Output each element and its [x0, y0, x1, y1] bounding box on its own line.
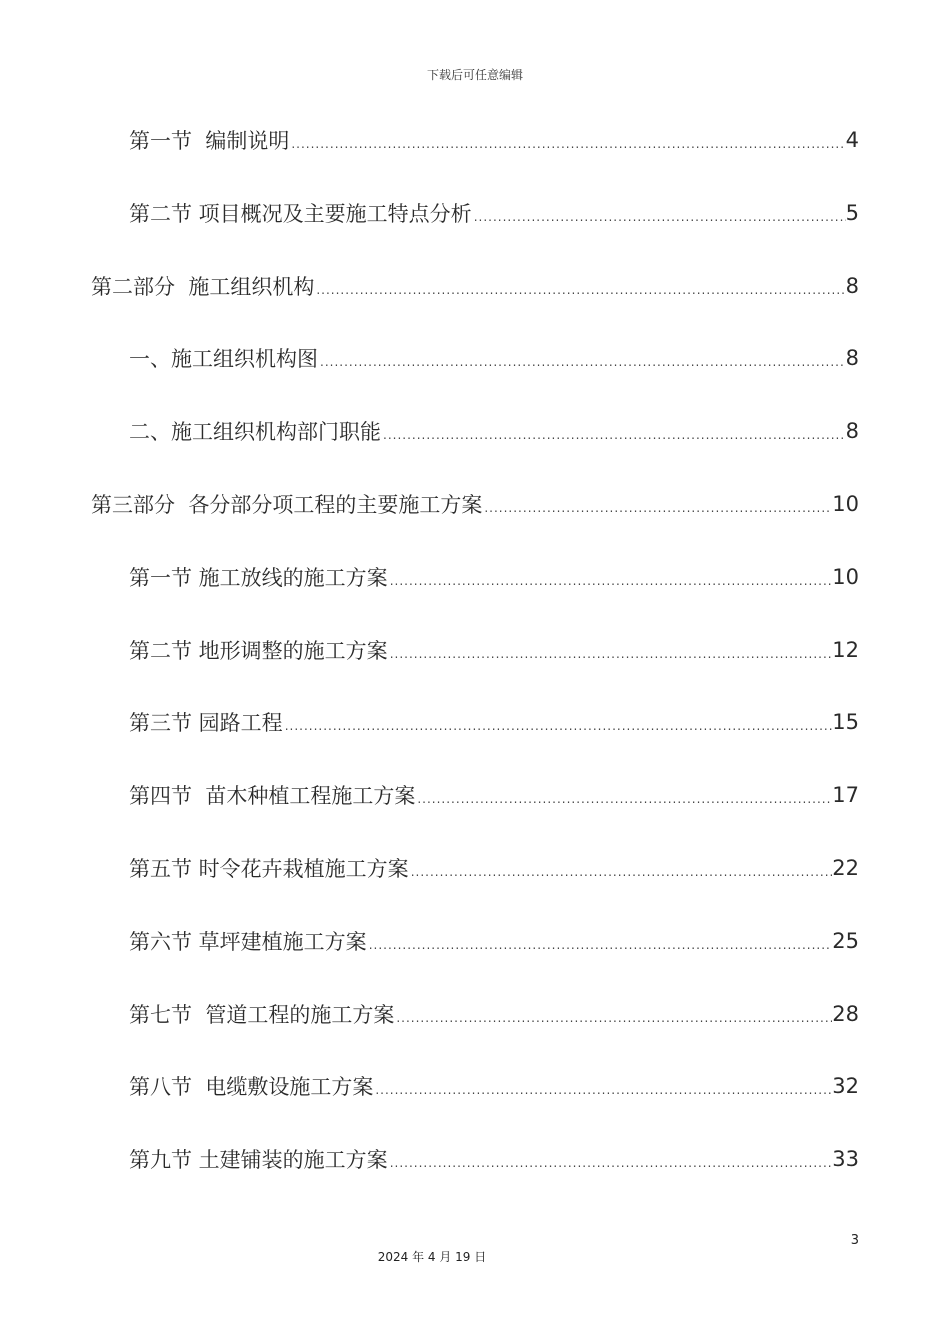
toc-entry[interactable]	[129, 1139, 859, 1179]
page-header: 下载后可任意编辑	[426, 68, 523, 82]
toc-entry[interactable]	[91, 266, 859, 306]
toc-dot-leader	[472, 210, 846, 224]
toc-entry-title: 第三节 园路工程	[129, 711, 283, 736]
toc-dot-leader	[394, 1011, 832, 1025]
toc-entry[interactable]	[129, 702, 859, 742]
toc-entry-page: 32	[832, 1074, 859, 1099]
toc-dot-leader	[314, 283, 845, 297]
toc-dot-leader	[283, 719, 833, 733]
toc-entry-page: 8	[845, 273, 859, 298]
toc-entry-page: 10	[832, 492, 859, 516]
toc-entry-page: 12	[832, 637, 859, 662]
toc-entry-title: 第三部分 各分部分项工程的主要施工方案	[91, 493, 483, 517]
toc-entry-title: 第一节 施工放线的施工方案	[129, 565, 388, 590]
toc-entry[interactable]	[129, 338, 859, 378]
toc-entry-page: 5	[845, 200, 859, 225]
toc-entry-title: 第六节 草坪建植施工方案	[129, 929, 367, 954]
toc-entry-page: 8	[845, 346, 859, 371]
toc-entry-page: 25	[832, 928, 859, 953]
toc-entry-page: 15	[832, 710, 859, 735]
toc-entry-title: 二、施工组织机构部门职能	[129, 420, 381, 445]
toc-entry-title: 第七节 管道工程的施工方案	[129, 1002, 395, 1027]
toc-entry[interactable]	[129, 557, 859, 597]
toc-entry-title: 一、施工组织机构图	[129, 347, 318, 372]
toc-entry-title: 第五节 时令花卉栽植施工方案	[129, 857, 409, 881]
toc-dot-leader	[373, 1083, 832, 1097]
toc-entry-page: 28	[832, 1001, 859, 1026]
toc-entry-title: 第二部分 施工组织机构	[91, 274, 315, 299]
toc-entry[interactable]	[91, 484, 859, 524]
toc-entry[interactable]	[129, 921, 859, 961]
toc-entry[interactable]	[129, 411, 859, 451]
toc-entry-page: 22	[832, 856, 859, 880]
toc-dot-leader	[482, 501, 832, 515]
toc-entry[interactable]	[129, 1066, 859, 1106]
toc-dot-leader	[318, 355, 846, 369]
toc-entry[interactable]	[129, 193, 859, 233]
toc-entry-page: 8	[845, 419, 859, 444]
toc-entry-title: 第一节 编制说明	[129, 129, 290, 153]
toc-entry-title: 第九节 土建铺装的施工方案	[129, 1148, 388, 1173]
page-number: 3	[850, 1233, 859, 1248]
toc-dot-leader	[381, 428, 846, 442]
toc-entry-title: 第二节 项目概况及主要施工特点分析	[129, 201, 472, 226]
toc-dot-leader	[388, 574, 833, 588]
toc-entry[interactable]	[129, 775, 859, 815]
toc-dot-leader	[415, 792, 832, 806]
toc-dot-leader	[388, 1156, 833, 1170]
toc-entry-page: 4	[845, 128, 859, 152]
toc-dot-leader	[367, 938, 833, 952]
toc-entry-page: 17	[832, 783, 859, 808]
toc-entry-title: 第八节 电缆敷设施工方案	[129, 1075, 374, 1100]
toc-entry[interactable]	[129, 848, 859, 888]
toc-entry-title: 第二节 地形调整的施工方案	[129, 638, 388, 663]
toc-entry-page: 10	[832, 564, 859, 589]
toc-dot-leader	[388, 647, 833, 661]
toc-entry[interactable]	[129, 630, 859, 670]
toc-entry-page: 33	[832, 1147, 859, 1172]
toc-dot-leader	[289, 137, 845, 151]
footer-date: 2024 年 4 月 19 日	[377, 1250, 487, 1264]
toc-entry[interactable]	[129, 120, 859, 160]
toc-entry[interactable]	[129, 994, 859, 1034]
toc-dot-leader	[409, 865, 833, 879]
toc-entry-title: 第四节 苗木种植工程施工方案	[129, 784, 416, 809]
